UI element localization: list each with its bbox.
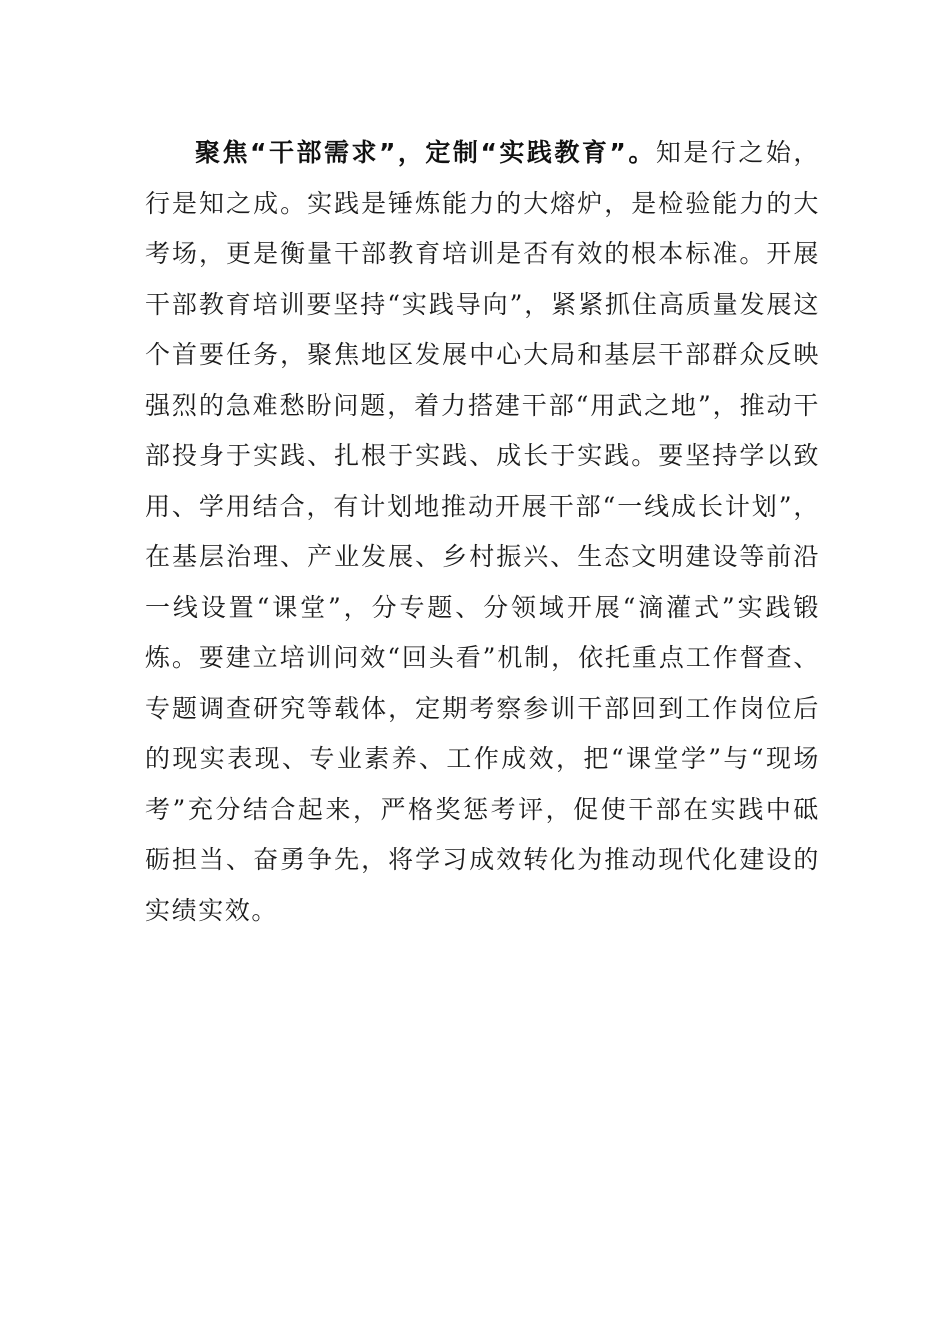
body-paragraph <box>145 128 820 936</box>
lead-heading: 聚焦“干部需求”，定制“实践教育”。 <box>195 138 656 167</box>
paragraph-text: 知是行之始，行是知之成。实践是锤炼能力的大熔炉，是检验能力的大考场，更是衡量干部教育培训是否有效的根本标准。开展干部教育培训要坚持“实践导向”，紧紧抓住高质量发展这个首要任务，聚焦地区发展中心大局和基层干部群众反映强烈的急难愁盼问题，着力搭建干部“用武之地”，推动干部投身于实践、扎根于实践、成长于实践。要坚持学以致用、学用结合，有计划地推动开展干部“一线成长计划”，在基层治理、产业发展、乡村振兴、生态文明建设等前沿一线设置“课堂”，分专题、分领域开展“滴灌式”实践锻炼。要建立培训问效“回头看”机制，依托重点工作督查、专题调查研究等载体，定期考察参训干部回到工作岗位后的现实表现、专业素养、工作成效，把“课堂学”与“现场考”充分结合起来，严格奖惩考评，促使干部在实践中砥砺担当、奋勇争先，将学习成效转化为推动现代化建设的实绩实效。 <box>145 138 820 925</box>
